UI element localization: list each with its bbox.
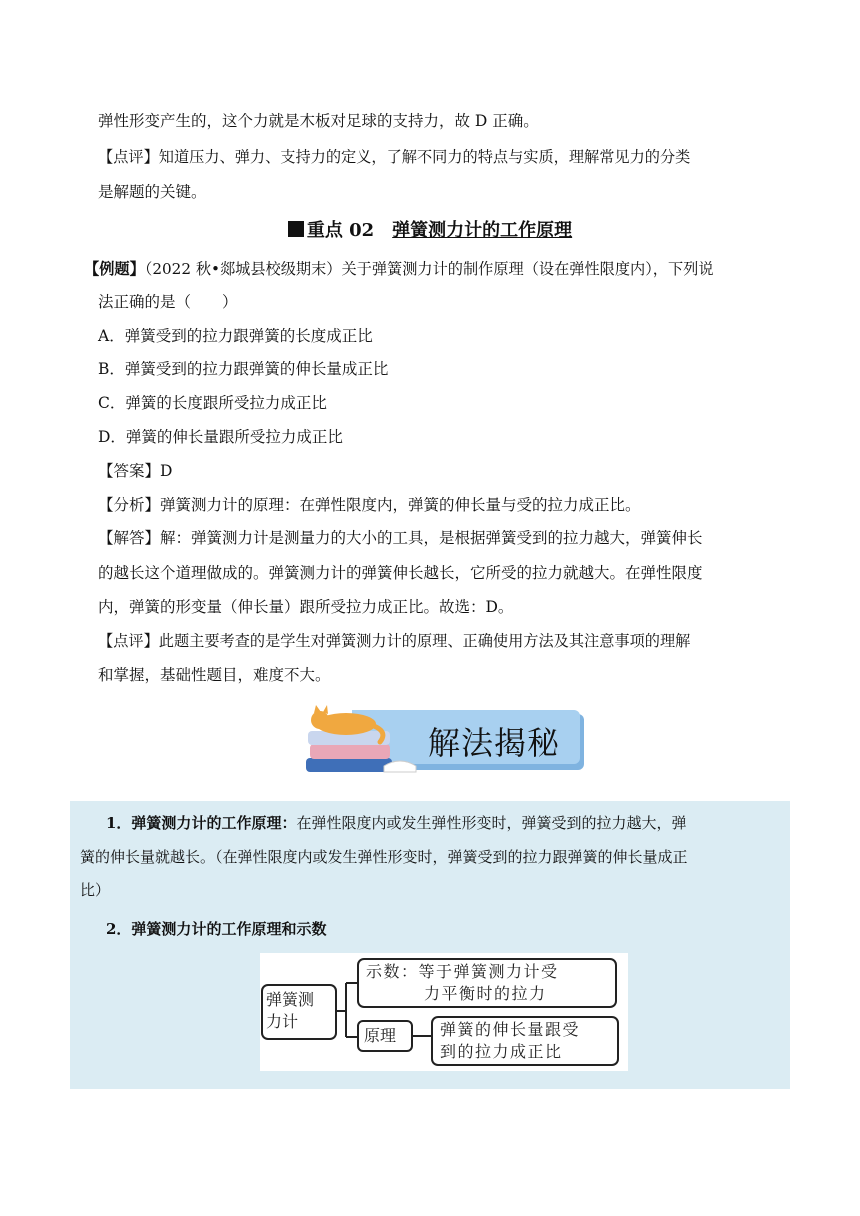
diagram-top-line-2: 力平衡时的拉力 [424, 984, 547, 1003]
option-c: C．弹簧的长度跟所受拉力成正比 [98, 394, 327, 412]
concept-diagram [260, 953, 628, 1071]
method-item-1-line-2: 簧的伸长量就越长。（在弹性限度内或发生弹性形变时，弹簧受到的拉力跟弹簧的伸长量成正 [80, 848, 688, 866]
solution-line-1: 【解答】解：弹簧测力计是测量力的大小的工具，是根据弹簧受到的拉力越大，弹簧伸长 [98, 529, 703, 547]
diagram-root [266, 989, 314, 1033]
section-heading [0, 216, 860, 242]
diagram-top-line-1: 示数：等于弹簧测力计受 [366, 962, 559, 981]
diagram-root-line-2: 力计 [266, 1012, 299, 1031]
option-b: B．弹簧受到的拉力跟弹簧的伸长量成正比 [98, 360, 389, 378]
method-item-2: 2．弹簧测力计的工作原理和示数 [106, 920, 327, 938]
book-icon [310, 744, 390, 759]
diagram-root-line-1: 弹簧测 [266, 990, 315, 1009]
diagram-bottom-node [440, 1019, 580, 1063]
book-icon [306, 758, 392, 772]
banner-title: 解法揭秘 [428, 724, 561, 762]
heading-prefix: 重点 02 [306, 220, 375, 241]
diagram-bottom-label: 原理 [364, 1026, 397, 1045]
method-item-1 [106, 812, 686, 834]
comment-line-2: 是解题的关键。 [98, 183, 207, 201]
example-question: （2022 秋•郯城县校级期末）关于弹簧测力计的制作原理（设在弹性限度内），下列说 [144, 260, 714, 278]
method-item-1-line-3: 比） [80, 881, 111, 899]
option-a: A．弹簧受到的拉力跟弹簧的长度成正比 [98, 327, 373, 345]
heading-title: 弹簧测力计的工作原理 [392, 220, 573, 241]
review-line-1: 【点评】此题主要考查的是学生对弹簧测力计的原理、正确使用方法及其注意事项的理解 [98, 632, 691, 650]
diagram-bottom-line-2: 到的拉力成正比 [440, 1042, 563, 1061]
method-item-1-text: 在弹性限度内或发生弹性形变时，弹簧受到的拉力越大，弹 [296, 814, 687, 832]
option-d: D．弹簧的伸长量跟所受拉力成正比 [98, 428, 343, 446]
method-item-1-label: 1．弹簧测力计的工作原理： [106, 814, 297, 832]
comment-line-1: 【点评】知道压力、弹力、支持力的定义，了解不同力的特点与实质，理解常见力的分类 [98, 148, 691, 166]
paragraph-conclusion: 弹性形变产生的，这个力就是木板对足球的支持力，故 D 正确。 [98, 112, 539, 130]
review-line-2: 和掌握，基础性题目，难度不大。 [98, 666, 331, 684]
example-line-2: 法正确的是（ ） [98, 293, 238, 311]
diagram-top-node [366, 961, 612, 1005]
solution-banner [304, 700, 584, 776]
answer: 【答案】D [98, 462, 173, 480]
solution-line-2: 的越长这个道理做成的。弹簧测力计的弹簧伸长越长，它所受的拉力就越大。在弹性限度 [98, 564, 703, 582]
example-tag: 【例题】 [84, 260, 145, 278]
diagram-bottom-line-1: 弹簧的伸长量跟受 [440, 1020, 581, 1039]
analysis: 【分析】弹簧测力计的原理：在弹性限度内，弹簧的伸长量与受的拉力成正比。 [98, 496, 641, 514]
example-line-1 [84, 258, 714, 280]
solution-line-3: 内，弹簧的形变量（伸长量）跟所受拉力成正比。故选：D。 [98, 598, 514, 616]
square-bullet-icon [288, 221, 304, 237]
